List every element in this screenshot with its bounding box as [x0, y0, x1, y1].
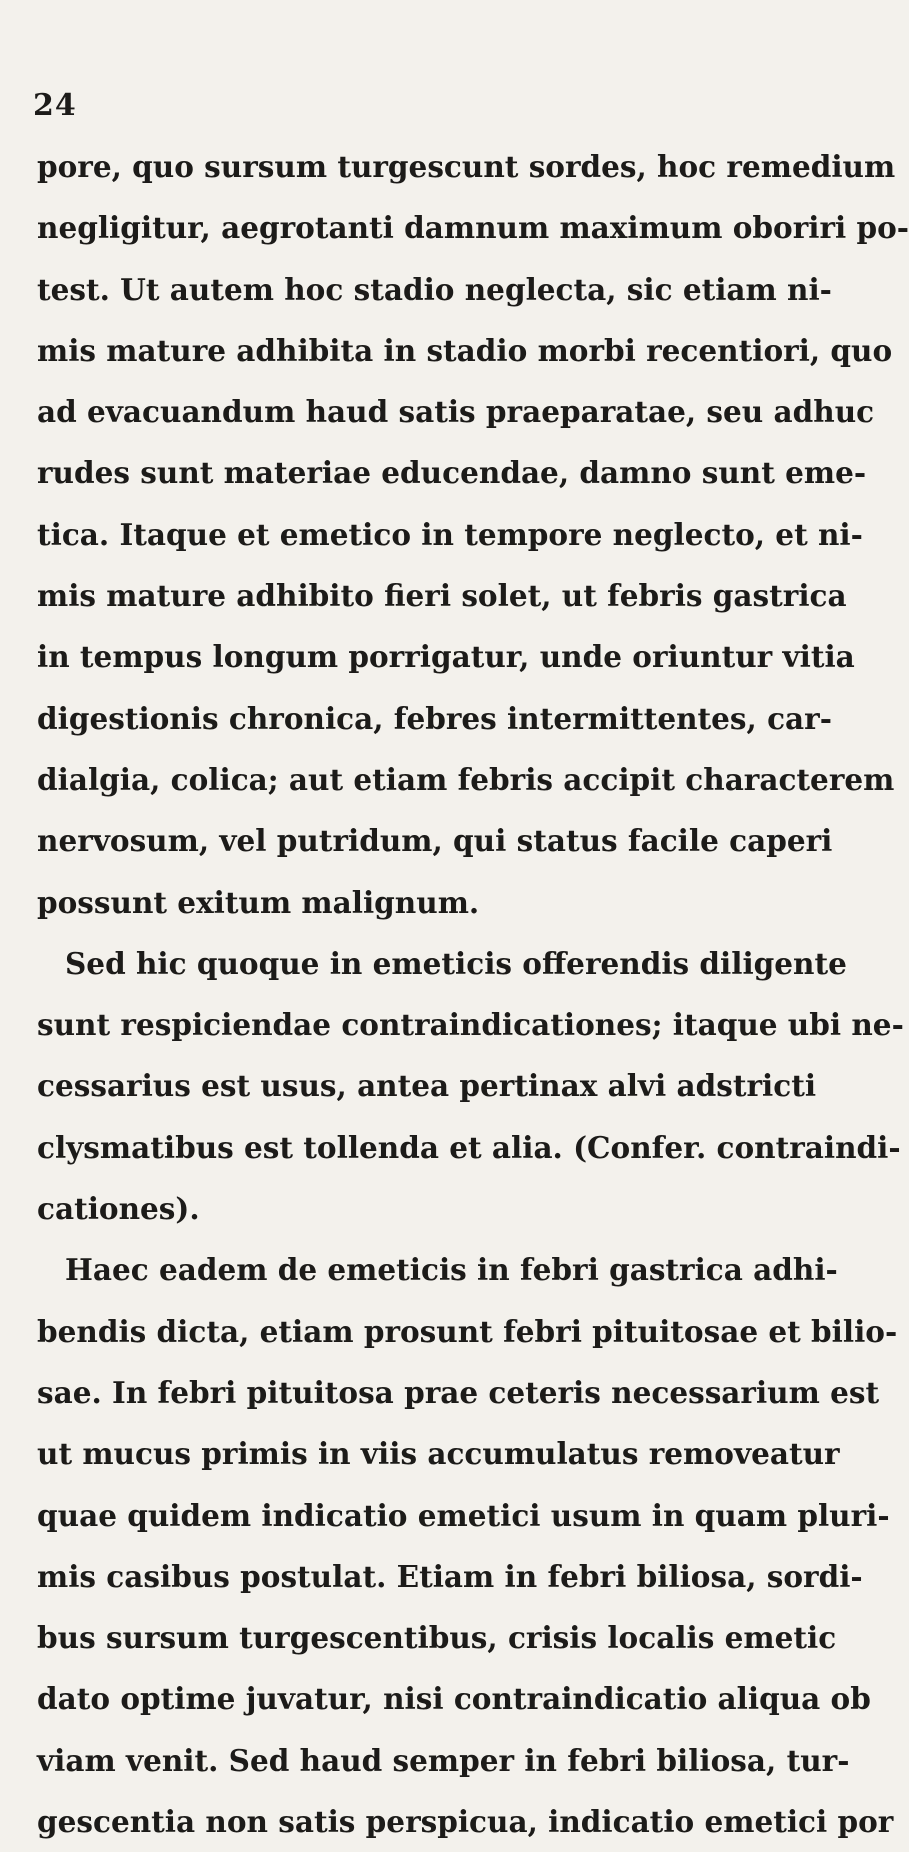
text-line: bendis dicta, etiam prosunt febri pituitosae et bilio-	[37, 1313, 898, 1349]
text-line: mis casibus postulat. Etiam in febri biliosa, sordi-	[37, 1558, 863, 1594]
text-line: viam venit. Sed haud semper in febri biliosa, tur-	[37, 1742, 850, 1778]
page-number: 24	[33, 88, 77, 123]
text-line: nervosum, vel putridum, qui status facile caperi	[37, 823, 833, 859]
text-line: clysmatibus est tollenda et alia. (Confer. contraindi-	[37, 1129, 901, 1165]
text-line: ut mucus primis in viis accumulatus removeatur	[37, 1436, 840, 1472]
text-line: ad evacuandum haud satis praeparatae, seu adhuc	[37, 394, 875, 430]
text-line: rudes sunt materiae educendae, damno sunt eme-	[37, 455, 867, 491]
text-line: sae. In febri pituitosa prae ceteris necessarium est	[37, 1374, 880, 1410]
text-line: test. Ut autem hoc stadio neglecta, sic etiam ni-	[37, 271, 832, 307]
paragraph-start-line: Haec eadem de emeticis in febri gastrica adhi-	[65, 1252, 838, 1288]
text-line: mis mature adhibita in stadio morbi recentiori, quo	[37, 332, 893, 368]
text-line: quae quidem indicatio emetici usum in quam pluri-	[37, 1497, 890, 1533]
text-line: in tempus longum porrigatur, unde oriuntur vitia	[37, 639, 855, 675]
text-line: pore, quo sursum turgescunt sordes, hoc remedium	[37, 149, 896, 184]
text-line: sunt respiciendae contraindicationes; itaque ubi ne-	[37, 1007, 904, 1043]
text-line: cationes).	[37, 1191, 200, 1227]
text-line: bus sursum turgescentibus, crisis localis emetic	[37, 1620, 837, 1656]
text-line: dialgia, colica; aut etiam febris accipit characterem	[37, 761, 895, 797]
text-line: gescentia non satis perspicua, indicatio emetici por	[37, 1804, 894, 1840]
text-line: dato optime juvatur, nisi contraindicatio aliqua ob	[37, 1681, 871, 1717]
text-line: possunt exitum malignum.	[37, 884, 480, 920]
text-line: cessarius est usus, antea pertinax alvi adstricti	[37, 1068, 817, 1104]
paragraph-start-line: Sed hic quoque in emeticis offerendis diligente	[65, 945, 847, 981]
text-line: mis mature adhibito fieri solet, ut febris gastrica	[37, 578, 847, 614]
text-line: tica. Itaque et emetico in tempore neglecto, et ni-	[37, 516, 863, 552]
text-line: digestionis chronica, febres intermittentes, car-	[37, 700, 832, 736]
body-text	[37, 136, 909, 1852]
text-line: negligitur, aegrotanti damnum maximum oboriri po-	[37, 210, 909, 246]
